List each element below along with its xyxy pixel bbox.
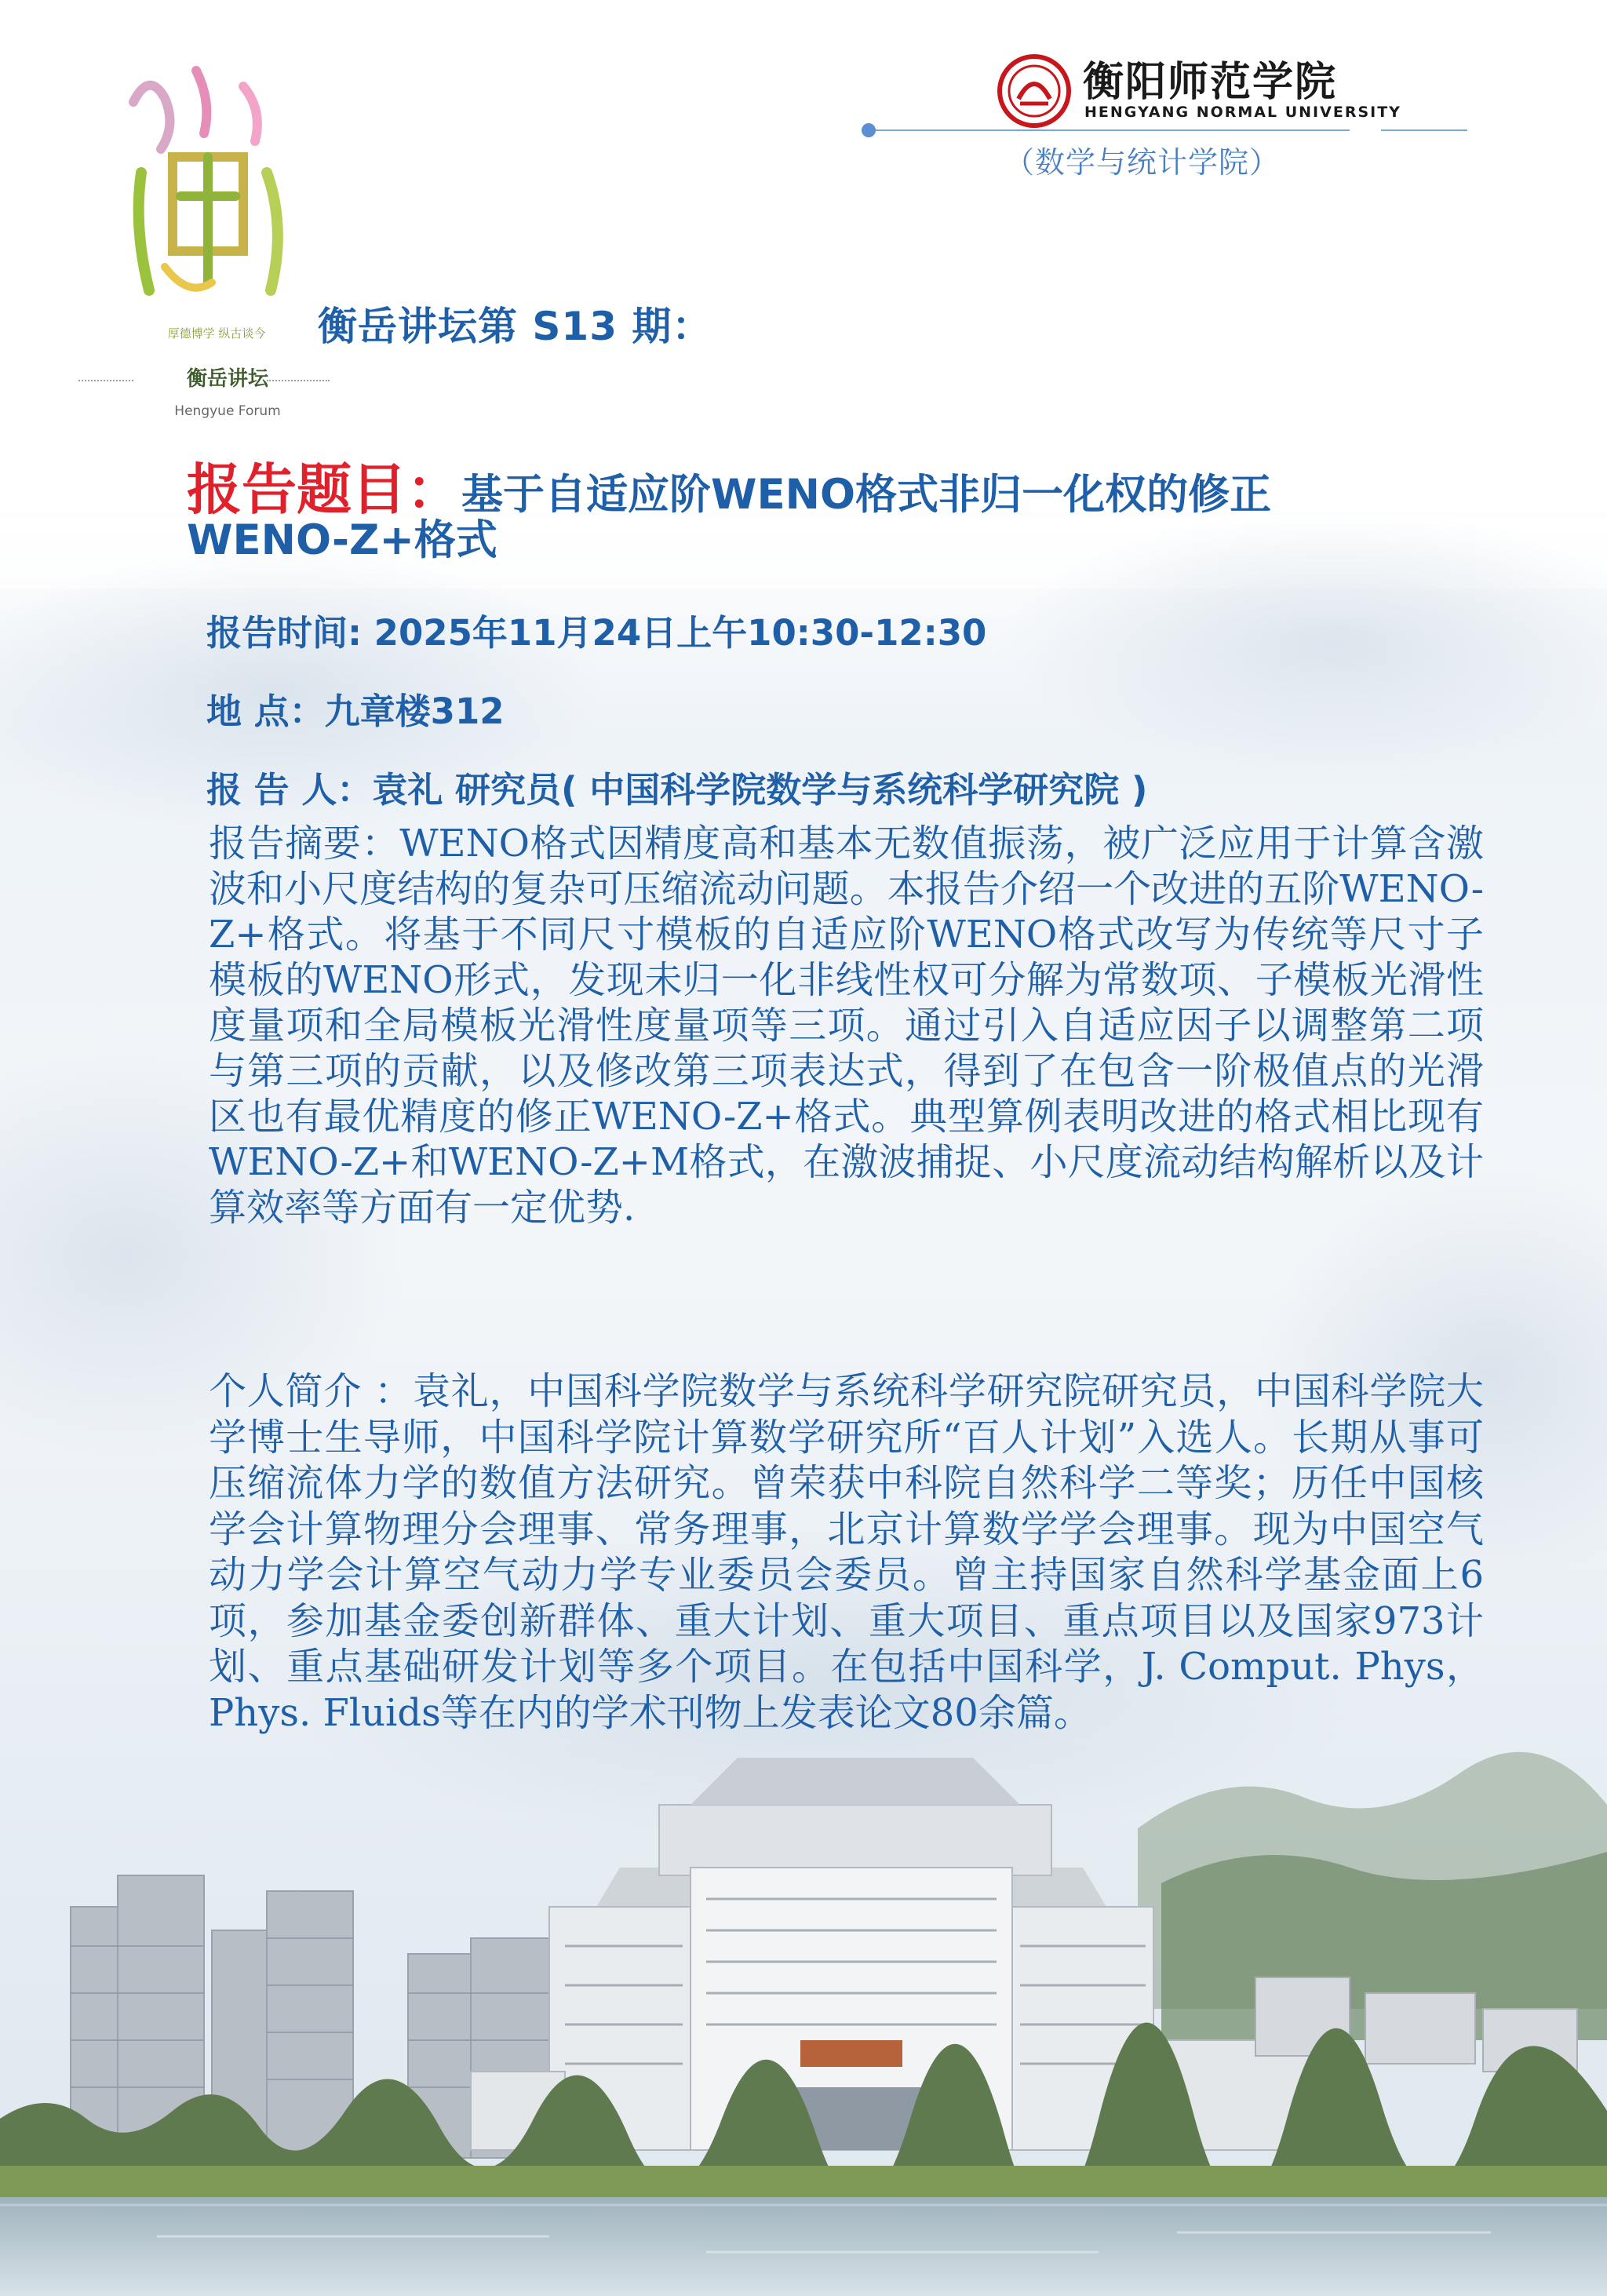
university-name: 衡阳师范学院	[1083, 58, 1338, 106]
report-time-value: 2025年11月24日上午10:30-12:30	[374, 612, 987, 654]
university-name-en: HENGYANG NORMAL UNIVERSITY	[1084, 104, 1401, 121]
speaker-bio	[209, 1368, 1484, 1736]
report-title-line1: 基于自适应阶WENO格式非归一化权的修正	[461, 471, 1272, 519]
report-time-label: 报告时间:	[206, 612, 374, 654]
report-title-label: 报告题目：	[187, 457, 461, 522]
report-title-line2: WENO-Z+格式	[187, 516, 497, 564]
forum-name: 衡岳讲坛	[186, 367, 268, 391]
report-speaker	[206, 761, 1147, 812]
report-place-value: 九章楼312	[324, 691, 505, 732]
report-place-label: 地 点：	[206, 691, 325, 732]
header-rule-gap	[1350, 126, 1381, 135]
forum-issue: 衡岳讲坛第 S13 期：	[318, 304, 712, 349]
college-name: （数学与统计学院）	[1004, 145, 1281, 180]
report-abstract-label: 报告摘要：	[209, 822, 400, 866]
forum-slogan: 厚德博学 纵古谈今	[167, 326, 266, 341]
report-speaker-value: 袁礼 研究员( 中国科学院数学与系统科学研究院 )	[372, 769, 1148, 811]
report-speaker-label: 报 告 人：	[206, 769, 373, 811]
report-abstract-text: WENO格式因精度高和基本无数值振荡，被广泛应用于计算含激波和小尺度结构的复杂可压缩流动问题。本报告介绍一个改进的五阶WENO-Z+格式。将基于不同尺寸模板的自适应阶WENO格式改写为传统等尺寸子模板的WENO形式，发现未归一化非线性权可分解为常数项、子模板光滑性度量项和全局模板光滑性度量项等三项。通过引入自适应因子以调整第二项与第三项的贡献，以及修改第三项表达式，得到了在包含一阶极值点的光滑区也有最优精度的修正WENO-Z+格式。典型算例表明改进的格式相比现有WENO-Z+和WENO-Z+M格式，在激波捕捉、小尺度流动结构解析以及计算效率等方面有一定优势.	[209, 822, 1484, 1230]
university-seal-icon	[997, 53, 1072, 129]
forum-name-en: Hengyue Forum	[174, 403, 281, 419]
speaker-bio-text: 袁礼，中国科学院数学与系统科学研究院研究员，中国科学院大学博士生导师，中国科学院计算数学研究所“百人计划”入选人。长期从事可压缩流体力学的数值方法研究。曾荣获中科院自然科学二等奖；历任中国核学会计算物理分会理事、常务理事，北京计算数学学会理事。现为中国空气动力学会计算空气动力学专业委员会委员。曾主持国家自然科学基金面上6项，参加基金委创新群体、重大计划、重大项目、重点项目以及国家973计划、重点基础研发计划等多个项目。在包括中国科学，J. Comput. Phys，Phys. Fluids等在内的学术刊物上发表论文80余篇。	[209, 1369, 1484, 1735]
report-place	[206, 683, 505, 734]
speaker-bio-label: 个人简介 ：	[209, 1369, 413, 1413]
forum-seal-logo	[118, 55, 298, 314]
header-rule-dot	[862, 123, 876, 137]
report-abstract	[209, 821, 1484, 1230]
report-time	[206, 604, 986, 655]
